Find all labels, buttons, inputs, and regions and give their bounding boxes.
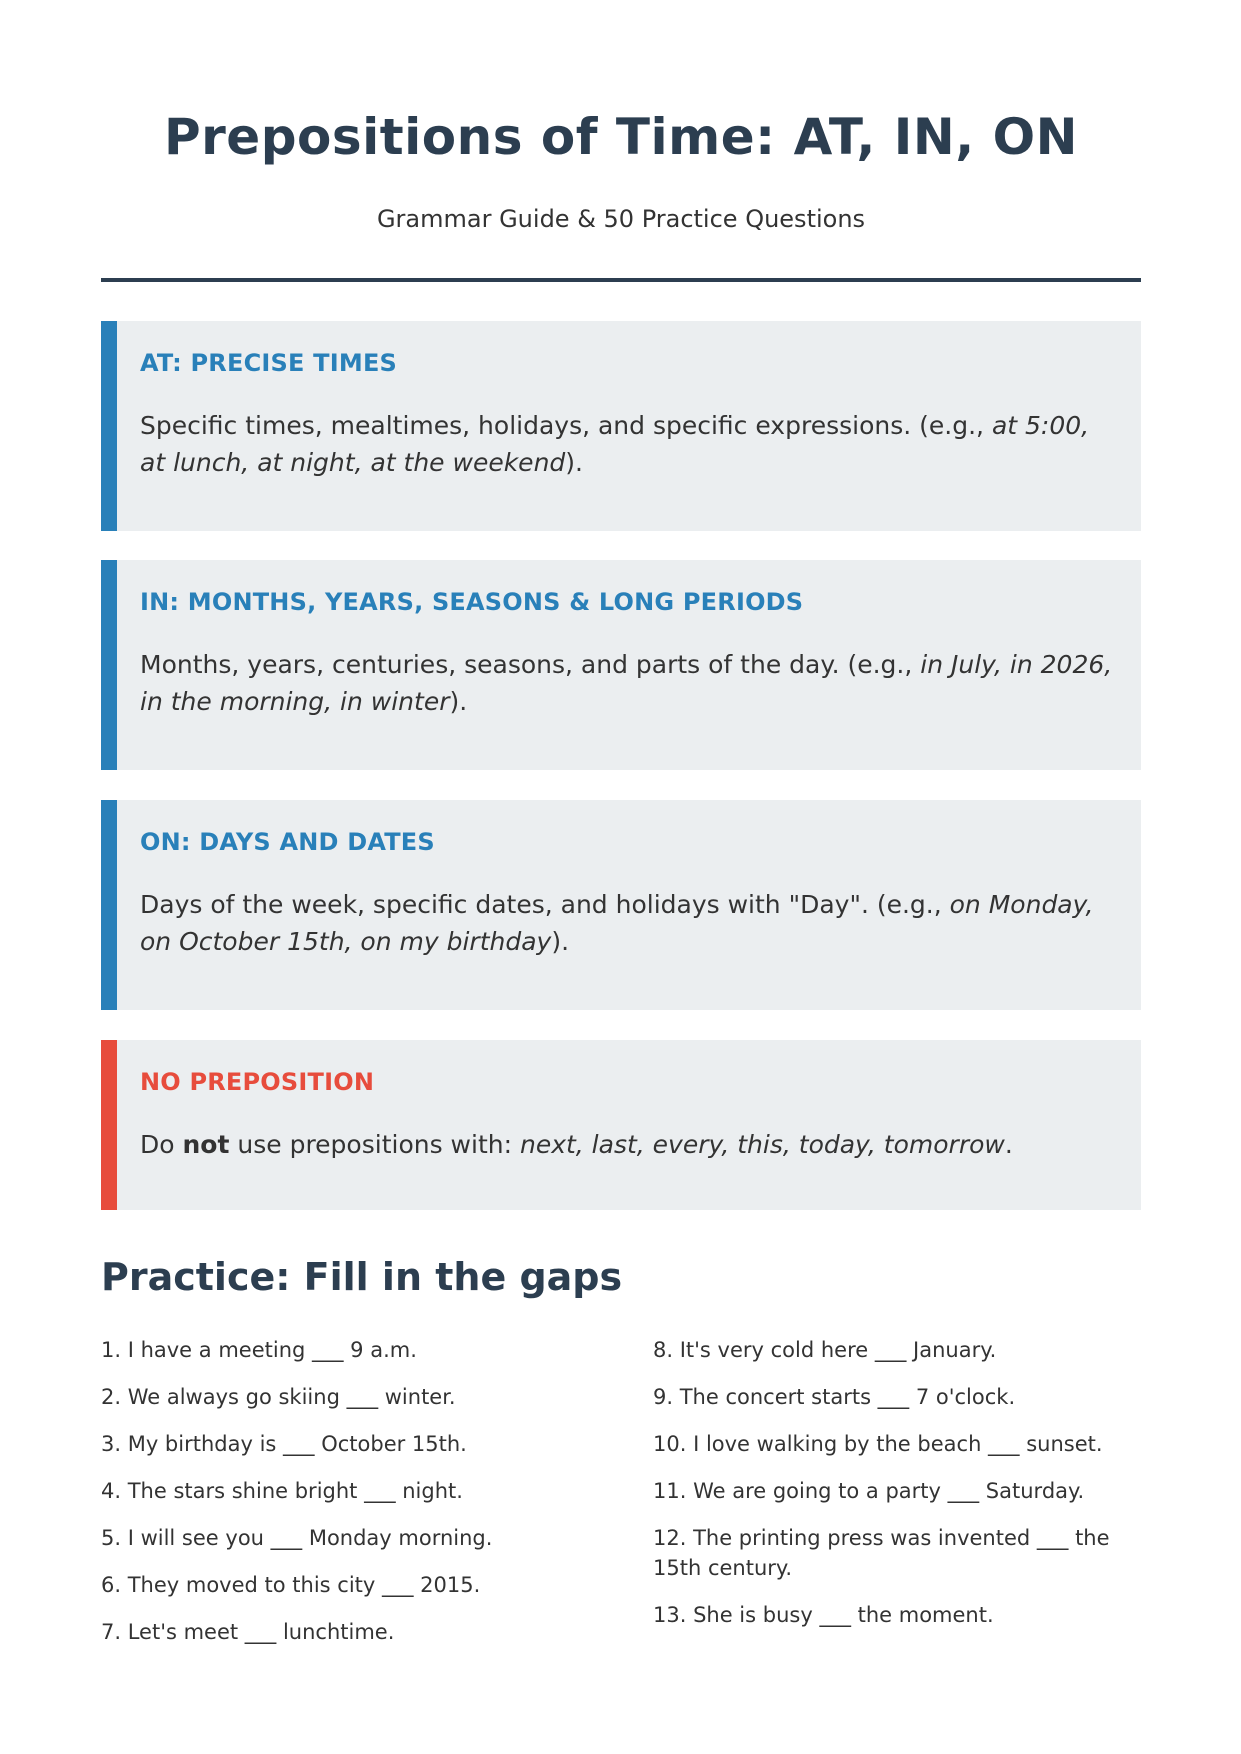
question-item: 11. We are going to a party ___ Saturday. [653, 1479, 1085, 1503]
question-item: 9. The concert starts ___ 7 o'clock. [653, 1385, 1016, 1409]
rule-description [140, 1126, 1113, 1163]
question-item: 6. They moved to this city ___ 2015. [101, 1573, 481, 1597]
page-subtitle: Grammar Guide & 50 Practice Questions [376, 205, 866, 233]
accent-bar [101, 560, 117, 770]
question-item: 10. I love walking by the beach ___ sunset. [653, 1432, 1103, 1456]
rule-text: Do [140, 1130, 183, 1159]
question-item: 8. It's very cold here ___ January. [653, 1338, 997, 1362]
accent-bar [101, 800, 117, 1010]
rule-text-end: ). [449, 687, 468, 716]
question-item: 4. The stars shine bright ___ night. [101, 1479, 463, 1503]
rule-examples: in July, in 2026, in the morning, in winter [140, 650, 1113, 716]
rule-text: Specific times, mealtimes, holidays, and specific expressions. (e.g., [140, 411, 992, 440]
question-item: 12. The printing press was invented ___ the 15th century. [653, 1526, 1110, 1580]
questions-column-left [101, 1335, 601, 1664]
question-item: 2. We always go skiing ___ winter. [101, 1385, 456, 1409]
question-item: 5. I will see you ___ Monday morning. [101, 1526, 493, 1550]
rule-text-end: . [1004, 1130, 1013, 1159]
rule-box-in [101, 560, 1141, 770]
rule-description [140, 407, 1113, 481]
rule-examples: at 5:00, at lunch, at night, at the weekend [140, 411, 1090, 477]
rule-text: Months, years, centuries, seasons, and parts of the day. (e.g., [140, 650, 921, 679]
question-item: 13. She is busy ___ the moment. [653, 1603, 994, 1627]
rule-box-at [101, 321, 1141, 531]
rule-heading: ON: DAYS AND DATES [140, 828, 435, 856]
title-divider [101, 278, 1141, 282]
rule-description [140, 886, 1113, 960]
rule-description [140, 646, 1113, 720]
rule-box-no-preposition [101, 1040, 1141, 1210]
rule-text-end: ). [565, 448, 583, 477]
rule-examples: next, last, every, this, today, tomorrow [519, 1130, 1005, 1159]
rule-text-bold: not [182, 1130, 230, 1159]
rule-text: Days of the week, specific dates, and holidays with "Day". (e.g., [140, 890, 950, 919]
question-item: 1. I have a meeting ___ 9 a.m. [101, 1338, 417, 1362]
rule-text: use prepositions with: [229, 1130, 520, 1159]
accent-bar [101, 1040, 117, 1210]
questions-column-right [653, 1335, 1141, 1647]
question-item: 3. My birthday is ___ October 15th. [101, 1432, 467, 1456]
rule-box-on [101, 800, 1141, 1010]
page-title: Prepositions of Time: AT, IN, ON [164, 108, 1078, 166]
question-item: 7. Let's meet ___ lunchtime. [101, 1620, 395, 1644]
rule-examples: on Monday, on October 15th, on my birthday [140, 890, 1094, 956]
rule-text-end: ). [551, 927, 570, 956]
rule-heading: IN: MONTHS, YEARS, SEASONS & LONG PERIODS [140, 588, 804, 616]
rule-heading: AT: PRECISE TIMES [140, 349, 398, 377]
accent-bar [101, 321, 117, 531]
practice-title: Practice: Fill in the gaps [101, 1255, 623, 1299]
rule-heading: NO PREPOSITION [140, 1068, 375, 1096]
